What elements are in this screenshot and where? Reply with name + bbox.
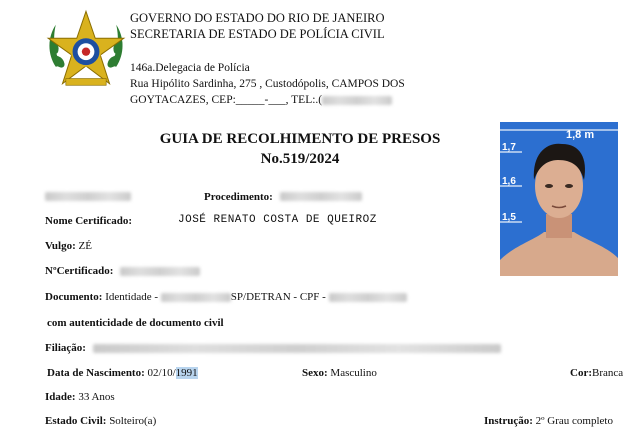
mugshot-image [500,122,618,276]
vulgo-label: Vulgo: [45,240,76,252]
sexo-row [302,367,377,379]
vulgo-row [45,240,92,252]
ncert-row [45,265,200,277]
idade-label: Idade: [45,391,76,403]
header-cep-tel-text: GOYTACAZES, CEP:_____-___, TEL:.( [130,94,323,106]
instrucao-label: Instrução: [484,415,533,427]
idade-row [45,391,115,403]
nome-label: Nome Certificado: [45,215,133,227]
nascimento-year: 1991 [175,367,198,379]
vulgo-value: ZÉ [78,240,92,252]
documento-label: Documento: [45,291,103,303]
procedimento-label: Procedimento: [204,191,273,203]
redacted-cpf [329,293,407,302]
document-title: GUIA DE RECOLHIMENTO DE PRESOS [159,131,441,147]
police-seal-icon [44,8,128,92]
height-tick-15: 1,5 [502,212,516,223]
header-government: GOVERNO DO ESTADO DO RIO DE JANEIRO [130,11,385,25]
ncert-label: NºCertificado: [45,265,114,277]
nome-value: JOSÉ RENATO COSTA DE QUEIROZ [178,214,377,226]
redacted-procedimento [280,192,362,201]
filiacao-label: Filiação: [45,342,86,354]
nascimento-row [47,367,198,379]
sexo-label: Sexo: [302,367,328,379]
mugshot-photo [500,122,618,276]
redacted-pp [45,190,131,202]
cor-label: Cor: [570,367,592,379]
autenticidade-text: com autenticidade de documento civil [47,317,224,329]
redacted-phone [322,96,392,105]
cor-row [570,367,623,379]
height-tick-16: 1,6 [502,176,516,187]
idade-value: 33 Anos [78,391,115,403]
estado-civil-label: Estado Civil: [45,415,107,427]
procedimento-value [280,190,362,202]
nascimento-label: Data de Nascimento: [47,367,145,379]
estado-civil-value: Solteiro(a) [109,415,157,427]
redacted-identidade [161,293,231,302]
height-label: 1,8 m [566,129,595,141]
header-secretariat: SECRETARIA DE ESTADO DE POLÍCIA CIVIL [130,27,385,41]
documento-prefix: Identidade - [105,291,159,303]
redacted-pp-value [45,192,131,201]
filiacao-row [45,342,501,354]
nascimento-value: 02/10/ [147,367,176,379]
header-precinct: 146a.Delegacia de Polícia [130,62,250,74]
instrucao-row [484,415,613,427]
height-tick-17: 1,7 [502,142,516,153]
documento-mid: SP/DETRAN - CPF - [230,291,326,303]
instrucao-value: 2º Grau completo [535,415,613,427]
redacted-ncert [120,267,200,276]
header-address: Rua Hipólito Sardinha, 275 , Custodópolis, CAMPOS DOS [130,78,405,90]
header-cep-tel [130,93,392,107]
sexo-value: Masculino [330,367,377,379]
cor-value: Branca [592,367,624,379]
documento-row [45,291,407,303]
redacted-filiacao [93,344,501,353]
document-number: No.519/2024 [260,151,340,167]
estado-civil-row [45,415,156,427]
